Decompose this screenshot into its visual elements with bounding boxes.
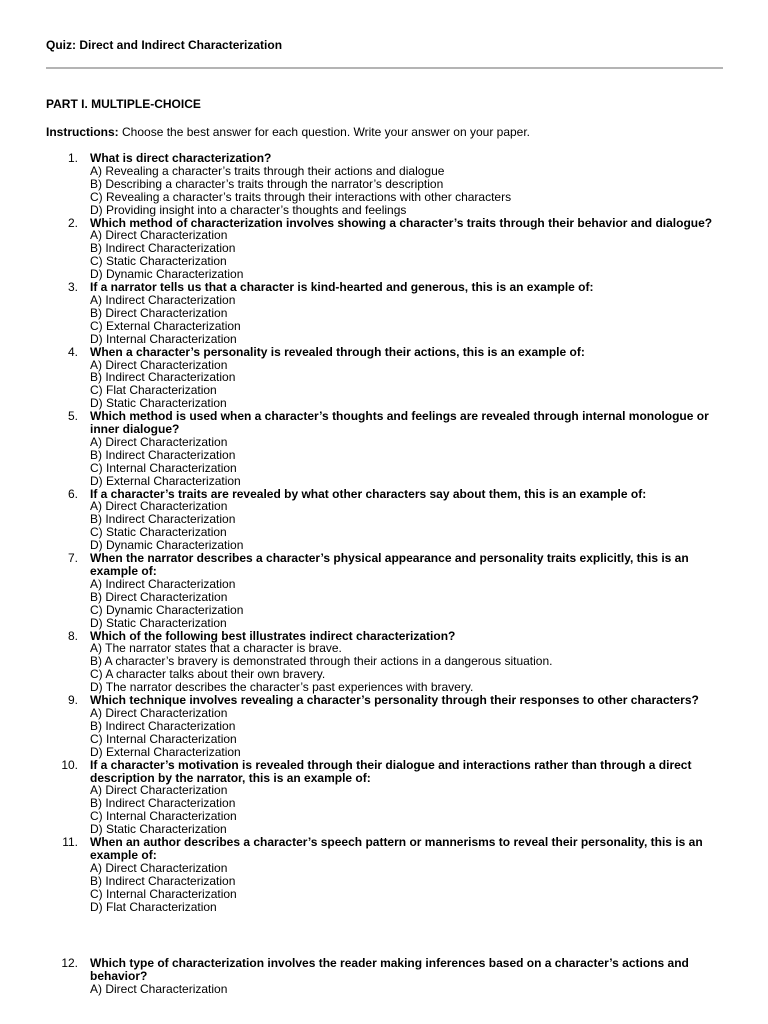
answer-option: B) Indirect Characterization bbox=[90, 512, 236, 527]
question-item bbox=[46, 488, 724, 553]
answer-option: C) Static Characterization bbox=[90, 254, 227, 269]
question-item bbox=[46, 836, 724, 913]
question-item bbox=[46, 694, 724, 759]
answer-option: A) Direct Characterization bbox=[90, 434, 228, 449]
answer-option: C) Internal Characterization bbox=[90, 886, 237, 901]
question-item bbox=[46, 410, 724, 487]
answer-option: B) Indirect Characterization bbox=[90, 718, 236, 733]
question-number: 9. bbox=[67, 693, 78, 708]
answer-option: A) Direct Characterization bbox=[90, 357, 228, 372]
answer-option: B) Direct Characterization bbox=[90, 589, 228, 604]
question-item bbox=[46, 957, 724, 996]
question-number: 7. bbox=[67, 551, 78, 566]
instructions bbox=[46, 124, 530, 140]
question-text: If a narrator tells us that a character is kind-hearted and generous, this is an example of: bbox=[90, 280, 594, 295]
answer-option: A) Direct Characterization bbox=[90, 982, 228, 997]
answer-option: B) Indirect Characterization bbox=[90, 241, 236, 256]
question-text: When an author describes a character’s speech pattern or mannerisms to reveal their personality, this is an example of: bbox=[90, 835, 703, 862]
answer-option: C) A character talks about their own bravery. bbox=[90, 667, 326, 682]
question-number: 8. bbox=[67, 628, 78, 643]
question-text: If a character’s traits are revealed by what other characters say about them, this is an example of: bbox=[90, 486, 647, 501]
instructions-label: Instructions: bbox=[46, 125, 119, 139]
answer-option: C) Static Characterization bbox=[90, 525, 227, 540]
answer-option: D) Dynamic Characterization bbox=[90, 267, 244, 282]
answer-option: A) Indirect Characterization bbox=[90, 292, 236, 307]
question-text: What is direct characterization? bbox=[90, 151, 272, 165]
question-item bbox=[46, 630, 724, 695]
question-item bbox=[46, 281, 724, 346]
question-item bbox=[46, 217, 724, 282]
answer-option: B) Indirect Characterization bbox=[90, 370, 236, 385]
answer-option: A) Revealing a character’s traits through their actions and dialogue bbox=[90, 163, 445, 178]
answer-option: B) Indirect Characterization bbox=[90, 796, 236, 811]
answer-option: D) Dynamic Characterization bbox=[90, 538, 244, 553]
answer-option: D) Internal Characterization bbox=[90, 331, 237, 346]
title-divider bbox=[46, 67, 723, 69]
answer-option: C) Dynamic Characterization bbox=[90, 602, 244, 617]
document-title: Quiz: Direct and Indirect Characterization bbox=[46, 38, 283, 52]
question-text: Which method is used when a character’s thoughts and feelings are revealed through internal monologue or inner dialogue? bbox=[90, 409, 709, 437]
answer-option: B) Describing a character’s traits through the narrator’s description bbox=[90, 176, 444, 191]
answer-option: A) The narrator states that a character is brave. bbox=[90, 641, 342, 656]
question-number: 3. bbox=[67, 280, 78, 295]
answer-option: D) Static Characterization bbox=[90, 396, 227, 411]
question-text: When the narrator describes a character’s physical appearance and personality traits explicitly, this is an example of: bbox=[90, 551, 689, 578]
answer-option: D) Flat Characterization bbox=[90, 899, 217, 914]
answer-option: C) External Characterization bbox=[90, 318, 241, 333]
question-text: If a character’s motivation is revealed through their dialogue and interactions rather than through a direct description by the narrator, this is an example of: bbox=[90, 757, 692, 785]
question-text: Which of the following best illustrates indirect characterization? bbox=[90, 628, 456, 643]
question-number: 5. bbox=[67, 409, 78, 424]
part-heading: PART I. MULTIPLE-CHOICE bbox=[46, 97, 201, 111]
instructions-text: Choose the best answer for each question. Write your answer on your paper. bbox=[118, 125, 531, 139]
question-number: 4. bbox=[67, 344, 78, 359]
answer-option: A) Direct Characterization bbox=[90, 783, 228, 798]
question-item bbox=[46, 759, 724, 836]
answer-option: D) Providing insight into a character’s thoughts and feelings bbox=[90, 202, 407, 217]
answer-option: B) A character’s bravery is demonstrated through their actions in a dangerous situation. bbox=[90, 654, 553, 669]
answer-option: A) Direct Characterization bbox=[90, 499, 228, 514]
question-text: When a character’s personality is revealed through their actions, this is an example of: bbox=[90, 344, 585, 359]
answer-option: C) Internal Characterization bbox=[90, 460, 237, 475]
answer-option: A) Direct Characterization bbox=[90, 228, 228, 243]
question-number: 12. bbox=[61, 956, 78, 971]
question-text: Which type of characterization involves the reader making inferences based on a character’s actions and behavior? bbox=[90, 956, 689, 984]
answer-option: B) Indirect Characterization bbox=[90, 873, 236, 888]
answer-option: A) Direct Characterization bbox=[90, 705, 228, 720]
answer-option: D) Static Characterization bbox=[90, 822, 227, 837]
answer-option: A) Direct Characterization bbox=[90, 860, 228, 875]
question-number: 6. bbox=[67, 486, 78, 501]
question-item bbox=[46, 152, 724, 217]
answer-option: C) Flat Characterization bbox=[90, 383, 217, 398]
answer-option: C) Revealing a character’s traits through their interactions with other characters bbox=[90, 189, 512, 204]
answer-option: D) The narrator describes the character’s past experiences with bravery. bbox=[90, 680, 474, 695]
answer-option: B) Indirect Characterization bbox=[90, 447, 236, 462]
answer-option: D) External Characterization bbox=[90, 744, 241, 759]
question-number: 11. bbox=[62, 835, 78, 850]
question-number: 2. bbox=[67, 215, 78, 230]
question-number: 10. bbox=[61, 757, 78, 772]
answer-option: D) External Characterization bbox=[90, 473, 241, 488]
question-item bbox=[46, 552, 724, 629]
question-item bbox=[46, 346, 724, 411]
question-list bbox=[46, 152, 724, 996]
answer-option: D) Static Characterization bbox=[90, 615, 227, 630]
answer-option: B) Direct Characterization bbox=[90, 305, 228, 320]
answer-option: C) Internal Characterization bbox=[90, 809, 237, 824]
question-text: Which method of characterization involves showing a character’s traits through their behavior and dialogue? bbox=[90, 215, 713, 230]
answer-option: C) Internal Characterization bbox=[90, 731, 237, 746]
question-number: 1. bbox=[67, 151, 78, 165]
answer-option: A) Indirect Characterization bbox=[90, 576, 236, 591]
question-text: Which technique involves revealing a character’s personality through their responses to other characters? bbox=[90, 693, 699, 708]
